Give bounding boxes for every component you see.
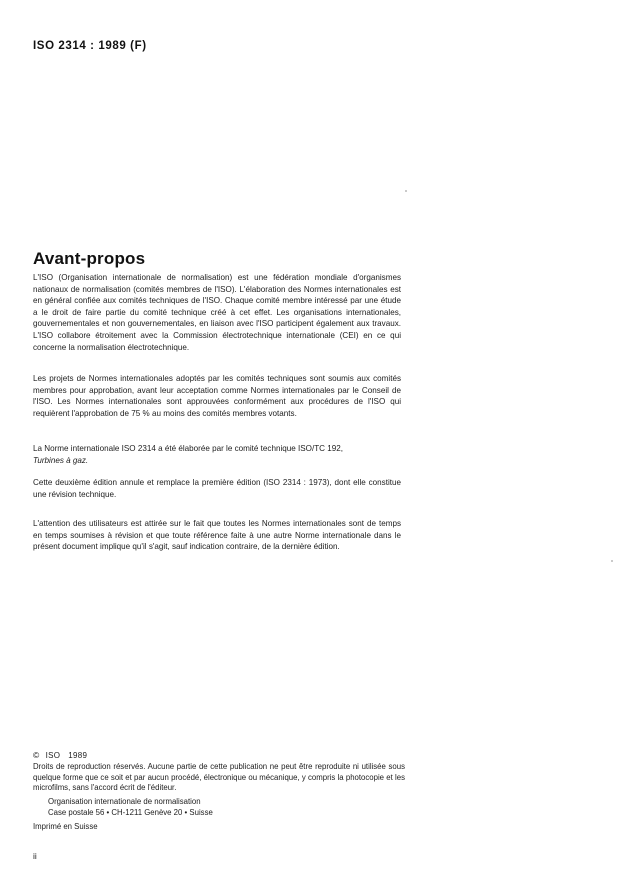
paragraph-foreword-3-text: La Norme internationale ISO 2314 a été élaborée par le comité technique ISO/TC 192, (33, 444, 343, 453)
rights-statement: Droits de reproduction réservés. Aucune partie de cette publication ne peut être reproduite ni utilisée sous quelque forme que ce soit et par aucun procédé, électronique ou mécanique, y compris la photocopie et les microfilms, sans l'accord écrit de l'éditeur. (33, 762, 405, 792)
publisher-block (48, 797, 213, 818)
paragraph-foreword-4: Cette deuxième édition annule et remplace la première édition (ISO 2314 : 1973), dont elle constitue une révision technique. (33, 478, 401, 499)
publisher-address: Case postale 56 • CH-1211 Genève 20 • Suisse (48, 807, 213, 817)
printed-note: Imprimé en Suisse (33, 822, 98, 831)
standard-committee-title: Turbines à gaz. (33, 455, 89, 465)
copyright-year: 1989 (68, 751, 88, 760)
page-speck (405, 190, 407, 192)
document-header: ISO 2314 : 1989 (F) (33, 40, 147, 52)
paragraph-foreword-3 (33, 443, 401, 466)
paragraph-foreword-1: L'ISO (Organisation internationale de normalisation) est une fédération mondiale d'organismes nationaux de normalisation (comités membres de l'ISO). L'élaboration des Normes internationales est en général confiée aux comités techniques de l'ISO. Chaque comité membre intéressé par une étude a le droit de faire partie du comité technique créé à cet effet. Les organisations internationales, gouvernementales et non gouvernementales, en liaison avec l'ISO participent également aux travaux. L'ISO collabore étroitement avec la Commission électrotechnique internationale (CEI) en ce qui concerne la normalisation électrotechnique. (33, 273, 401, 352)
copyright-icon: © (33, 750, 40, 760)
paragraph-foreword-5: L'attention des utilisateurs est attirée sur le fait que toutes les Normes internationales sont de temps en temps soumises à révision et que toute référence faite à une autre Norme internationale dans le présent document implique qu'il s'agit, sauf indication contraire, de la dernière édition. (33, 519, 401, 552)
paragraph-foreword-2: Les projets de Normes internationales adoptés par les comités techniques sont soumis aux comités membres pour approbation, avant leur acceptation comme Normes internationales par le Conseil de l'ISO. Les Normes internationales sont approuvées conformément aux procédures de l'ISO qui requièrent l'approbation de 75 % au moins des comités membres votants. (33, 374, 401, 418)
copyright-line (33, 750, 87, 760)
page-title: Avant-propos (33, 249, 146, 269)
page-number: ii (33, 851, 37, 861)
publisher-name: Organisation internationale de normalisation (48, 797, 201, 806)
page-speck (611, 560, 613, 562)
copyright-org: ISO (45, 751, 61, 760)
